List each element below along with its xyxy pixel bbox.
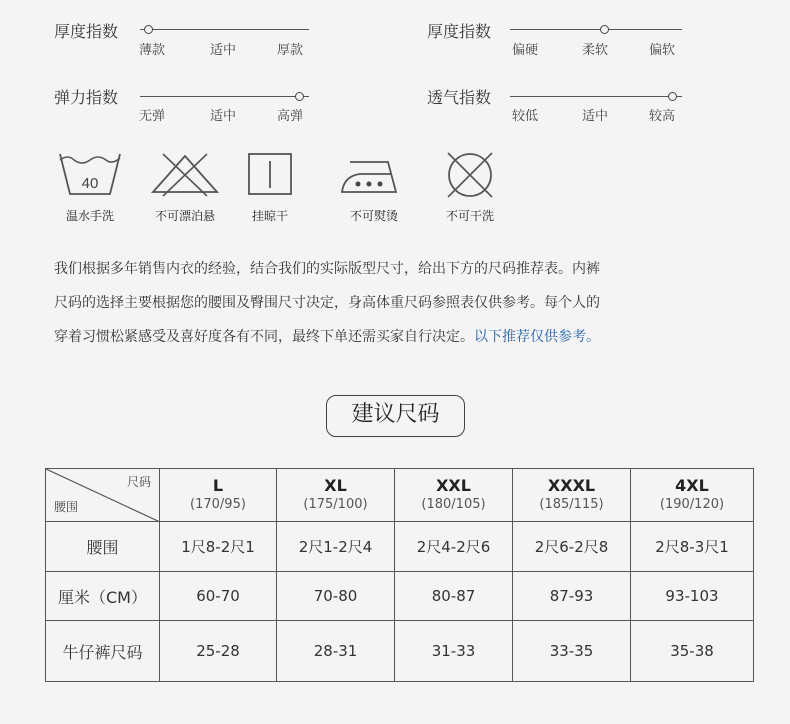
- thickness-scale-track: [140, 29, 309, 30]
- table-row: [46, 522, 754, 572]
- size-name: XXXL: [547, 476, 596, 495]
- breathability-option-low: 较低: [511, 109, 538, 124]
- table-cell: 60-70: [160, 572, 277, 621]
- softness-option-mid: 柔软: [581, 43, 608, 58]
- breathability-scale-track: [510, 96, 682, 97]
- table-cell: 1尺8-2尺1: [160, 522, 277, 572]
- no-dry-clean-icon: [443, 150, 497, 200]
- table-cell: 87-93: [513, 572, 631, 621]
- table-cell: 2尺8-3尺1: [631, 522, 754, 572]
- thickness-option-high: 厚款: [276, 43, 303, 58]
- no-dry-clean-label: 不可干洗: [445, 209, 494, 223]
- thickness-option-low: 薄款: [138, 43, 165, 58]
- breathability-scale-marker: [668, 92, 677, 101]
- elasticity-scale-title: 弹力指数: [54, 88, 119, 107]
- row-label: 腰围: [46, 522, 160, 572]
- table-cell: 33-35: [513, 621, 631, 682]
- breathability-option-mid: 适中: [581, 109, 608, 124]
- table-cell: 2尺4-2尺6: [395, 522, 513, 572]
- hand-wash-icon: [58, 150, 122, 200]
- table-cell: 31-33: [395, 621, 513, 682]
- size-name: 4XL: [675, 476, 709, 495]
- table-corner-cell: [46, 469, 160, 522]
- size-col-header: [395, 469, 513, 522]
- elasticity-option-high: 高弹: [276, 109, 303, 124]
- wash-temperature: 40: [81, 175, 99, 192]
- intro-line-3: [54, 320, 600, 354]
- size-col-header: [277, 469, 395, 522]
- table-cell: 2尺1-2尺4: [277, 522, 395, 572]
- size-chart-table: [45, 468, 754, 682]
- breathability-scale-title: 透气指数: [427, 88, 492, 107]
- breathability-option-high: 较高: [648, 109, 675, 124]
- table-row: [46, 572, 754, 621]
- table-cell: 70-80: [277, 572, 395, 621]
- intro-line-3-text: 穿着习惯松紧感受及喜好度各有不同，最终下单还需买家自行决定。: [54, 329, 474, 345]
- size-col-header: [160, 469, 277, 522]
- thickness-option-mid: 适中: [209, 43, 236, 58]
- softness-scale-title: 厚度指数: [427, 22, 492, 41]
- intro-paragraph: [54, 252, 600, 354]
- table-cell: 2尺6-2尺8: [513, 522, 631, 572]
- elasticity-option-low: 无弹: [138, 109, 165, 124]
- table-cell: 80-87: [395, 572, 513, 621]
- size-range: (180/105): [421, 497, 486, 512]
- size-range: (175/100): [303, 497, 368, 512]
- size-name: XL: [324, 476, 347, 495]
- size-name: XXL: [436, 476, 471, 495]
- hang-dry-icon: [247, 152, 295, 202]
- softness-option-high: 偏软: [648, 43, 675, 58]
- elasticity-option-mid: 适中: [209, 109, 236, 124]
- softness-scale-track: [510, 29, 682, 30]
- hand-wash-label: 温水手洗: [65, 209, 114, 223]
- table-cell: 93-103: [631, 572, 754, 621]
- size-col-header: [631, 469, 754, 522]
- intro-disclaimer-highlight: 以下推荐仅供参考。: [474, 329, 600, 345]
- intro-line-2: 尺码的选择主要根据您的腰围及臀围尺寸决定，身高体重尺码参照表仅供参考。每个人的: [54, 295, 600, 311]
- no-bleach-icon: [149, 150, 221, 200]
- hang-dry-label: 挂晾干: [251, 209, 288, 223]
- thickness-scale-title: 厚度指数: [54, 22, 119, 41]
- softness-option-low: 偏硬: [511, 43, 538, 58]
- intro-line-1: 我们根据多年销售内衣的经验，结合我们的实际版型尺寸，给出下方的尺码推荐表。内裤: [54, 261, 600, 277]
- size-range: (185/115): [539, 497, 604, 512]
- size-name: L: [212, 476, 224, 495]
- no-bleach-label: 不可漂泊悬: [154, 209, 215, 223]
- table-cell: 28-31: [277, 621, 395, 682]
- table-cell: 35-38: [631, 621, 754, 682]
- elasticity-scale-marker: [295, 92, 304, 101]
- softness-scale-marker: [600, 25, 609, 34]
- no-iron-icon: [336, 152, 412, 202]
- row-label: 牛仔裤尺码: [46, 621, 160, 682]
- table-row: [46, 621, 754, 682]
- corner-size-label: 尺码: [126, 475, 151, 489]
- row-label: 厘米（CM）: [46, 572, 160, 621]
- table-cell: 25-28: [160, 621, 277, 682]
- corner-waist-label: 腰围: [54, 500, 79, 514]
- thickness-scale-marker: [144, 25, 153, 34]
- size-range: (170/95): [190, 497, 246, 512]
- elasticity-scale-track: [140, 96, 309, 97]
- size-range: (190/120): [659, 497, 725, 512]
- size-col-header: [513, 469, 631, 522]
- size-header-row: [46, 469, 754, 522]
- suggested-size-badge: 建议尺码: [326, 395, 465, 437]
- no-iron-label: 不可熨烫: [349, 209, 398, 223]
